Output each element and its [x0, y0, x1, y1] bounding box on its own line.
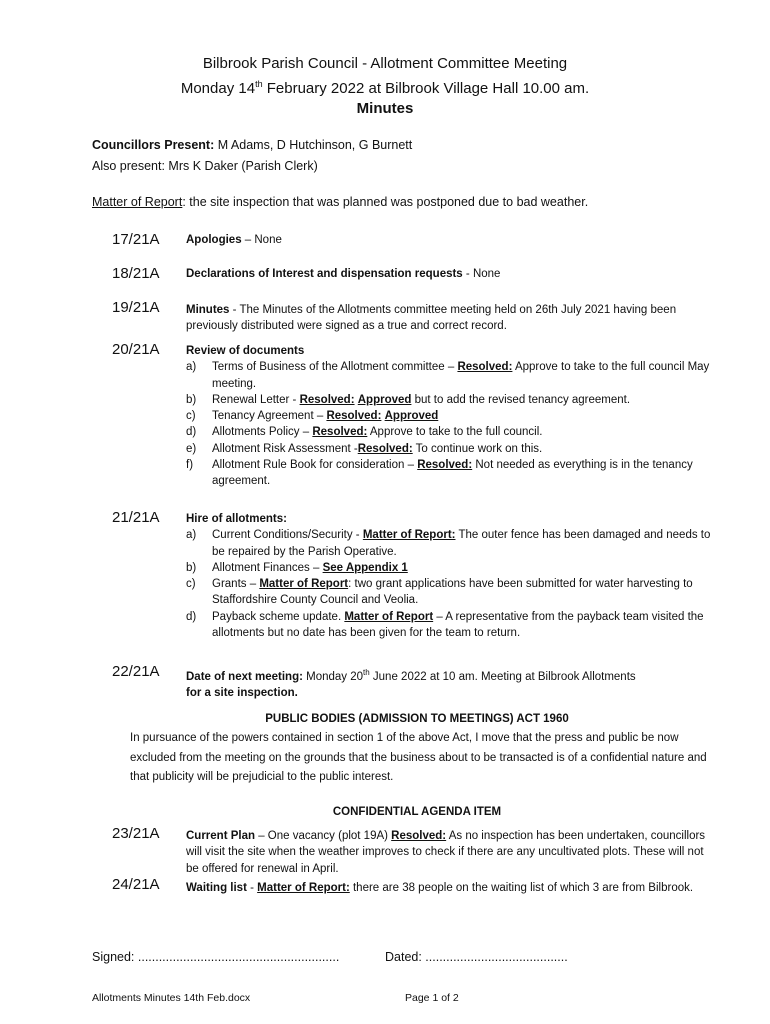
minutes-heading: Minutes: [356, 100, 414, 117]
item-title: Minutes: [186, 304, 230, 316]
item-number: 21/21A: [112, 509, 160, 526]
resolved-label: Resolved:: [357, 442, 413, 455]
resolved-label: Resolved:: [391, 830, 447, 842]
list-text: Tenancy Agreement –: [212, 410, 327, 423]
list-text: but to add the revised tenancy agreement.: [411, 393, 631, 406]
meeting-date-text: Monday 14: [180, 80, 256, 97]
footer-page-number: Page 1 of 2: [405, 992, 459, 1004]
item-title: Apologies: [186, 234, 242, 246]
list-letter: b): [186, 393, 197, 406]
item-hire-allotments: [186, 511, 714, 641]
also-present: Also present: Mrs K Daker (Parish Clerk): [92, 159, 318, 173]
document-header: [0, 54, 770, 119]
councillors-present: [92, 137, 412, 153]
matter-report-label: Matter of Report:: [362, 529, 456, 542]
resolved-label: Resolved:: [312, 426, 368, 439]
item-number: 23/21A: [112, 825, 160, 842]
matter-report-label: Matter of Report: [344, 610, 434, 623]
footer-filename: Allotments Minutes 14th Feb.docx: [92, 992, 251, 1004]
list-item: [186, 560, 714, 576]
present-label: Councillors Present:: [92, 138, 215, 152]
list-item: [186, 527, 714, 560]
item-text: June 2022 at 10 am. Meeting at Bilbrook Allotments: [369, 670, 636, 683]
list-item: [186, 457, 714, 490]
list-text: Allotment Finances –: [212, 561, 323, 574]
list-text: Renewal Letter -: [212, 393, 300, 406]
item-number: 20/21A: [112, 341, 160, 358]
present-names: M Adams, D Hutchinson, G Burnett: [214, 138, 413, 152]
list-item: [186, 609, 714, 642]
list-text: Current Conditions/Security -: [212, 529, 363, 542]
item-number: 24/21A: [112, 876, 160, 893]
list-text: Allotments Policy –: [212, 426, 313, 439]
list-letter: b): [186, 561, 197, 574]
list-letter: c): [186, 410, 196, 423]
signed-line: Signed: ..........................................................: [92, 950, 340, 964]
list-letter: a): [186, 529, 197, 542]
item-review-documents: [186, 343, 714, 490]
item-number: 17/21A: [112, 231, 160, 248]
list-item: [186, 576, 714, 609]
next-meeting-line: [186, 665, 726, 685]
meeting-date: [0, 74, 770, 99]
public-bodies-text: In pursuance of the powers contained in section 1 of the above Act, I move that the press and public be now excluded from the meeting on the grounds that the business about to be transacted is of a confidential nature and that publicity will be prejudicial to the public interest.: [130, 732, 707, 784]
item-waiting-list: [186, 880, 696, 896]
item-apologies: [186, 232, 726, 248]
item-text: – One vacancy (plot 19A): [255, 830, 392, 842]
list-text: Payback scheme update.: [212, 610, 345, 623]
appendix-link: See Appendix 1: [322, 561, 408, 574]
item-text: -: [246, 882, 258, 894]
list-letter: c): [186, 578, 196, 591]
date-suffix: th: [363, 668, 370, 677]
date-suffix: th: [255, 79, 263, 89]
item-title: Hire of allotments:: [186, 513, 287, 525]
item-minutes: [186, 302, 686, 335]
list-letter: e): [186, 442, 197, 455]
list-text: Approve to take to the full council May meeting.: [212, 361, 710, 390]
list-item: [186, 424, 714, 440]
item-title: Date of next meeting:: [186, 670, 303, 683]
meeting-date-rest: February 2022 at Bilbrook Village Hall 10.00 am.: [262, 80, 590, 97]
item-title: Review of documents: [186, 345, 305, 357]
list-text: : two grant applications have been submitted for water harvesting to Staffordshire County Council and Veolia.: [212, 578, 693, 607]
list-text: Grants –: [212, 578, 260, 591]
matter-report-label: Matter of Report:: [257, 882, 350, 894]
site-inspection-text: for a site inspection.: [186, 687, 298, 700]
item-title: Waiting list: [186, 882, 247, 894]
item-number: 18/21A: [112, 265, 160, 282]
list-text: To continue work on this.: [412, 442, 543, 455]
item-title: Declarations of Interest and dispensation requests: [186, 268, 463, 280]
list-letter: a): [186, 361, 197, 374]
confidential-heading: CONFIDENTIAL AGENDA ITEM: [332, 806, 502, 818]
item-declarations: [186, 266, 726, 282]
list-text: The outer fence has been damaged and needs to be repaired by the Parish Operative.: [212, 529, 711, 558]
dated-line: Dated: .........................................: [385, 950, 568, 964]
list-text: Allotment Rule Book for consideration –: [212, 459, 418, 472]
meeting-title: Bilbrook Parish Council - Allotment Committee Meeting: [202, 55, 568, 72]
item-text: Monday 20: [302, 670, 364, 683]
matter-of-report: [92, 194, 588, 210]
resolved-label: Resolved:: [326, 410, 382, 423]
list-text: Not needed as everything is in the tenancy agreement.: [212, 459, 693, 488]
item-text: – None: [241, 234, 282, 246]
public-bodies-heading: PUBLIC BODIES (ADMISSION TO MEETINGS) ACT 1960: [265, 713, 569, 725]
list-item: [186, 441, 714, 457]
list-item: [186, 408, 714, 424]
item-number: 19/21A: [112, 299, 160, 316]
item-text: - None: [462, 268, 501, 280]
item-current-plan: [186, 828, 716, 877]
list-letter: f): [186, 459, 194, 472]
document-list: [186, 359, 714, 489]
item-text: As no inspection has been undertaken, councillors will visit the site when the weather improves to check if there are any uncultivated plots. These will not be offered for renewal in April.: [186, 830, 706, 875]
list-item: [186, 392, 714, 408]
list-letter: d): [186, 610, 197, 623]
approved-label: Approved: [357, 393, 412, 406]
list-text: – A representative from the payback team visited the allotments but no date has been given for the team to return.: [212, 610, 704, 640]
list-text: Approve to take to the full council.: [367, 426, 543, 439]
list-item: [186, 359, 714, 392]
resolved-label: Resolved:: [417, 459, 473, 472]
resolved-label: Resolved:: [299, 393, 355, 406]
item-text: - The Minutes of the Allotments committee meeting held on 26th July 2021 having been previously distributed were signed as a true and correct record.: [186, 304, 677, 333]
item-title: Current Plan: [186, 830, 256, 842]
matter-text: : the site inspection that was planned was postponed due to bad weather.: [182, 195, 589, 209]
item-next-meeting: [186, 665, 726, 701]
approved-label: Approved: [384, 410, 439, 423]
hire-list: [186, 527, 714, 641]
item-text: there are 38 people on the waiting list of which 3 are from Bilbrook.: [349, 882, 694, 894]
matter-report-label: Matter of Report: [259, 578, 349, 591]
list-text: Terms of Business of the Allotment committee –: [212, 361, 458, 374]
list-letter: d): [186, 426, 197, 439]
item-number: 22/21A: [112, 663, 160, 680]
resolved-label: Resolved:: [457, 361, 513, 374]
list-text: Allotment Risk Assessment -: [212, 442, 358, 455]
matter-label: Matter of Report: [92, 195, 183, 209]
